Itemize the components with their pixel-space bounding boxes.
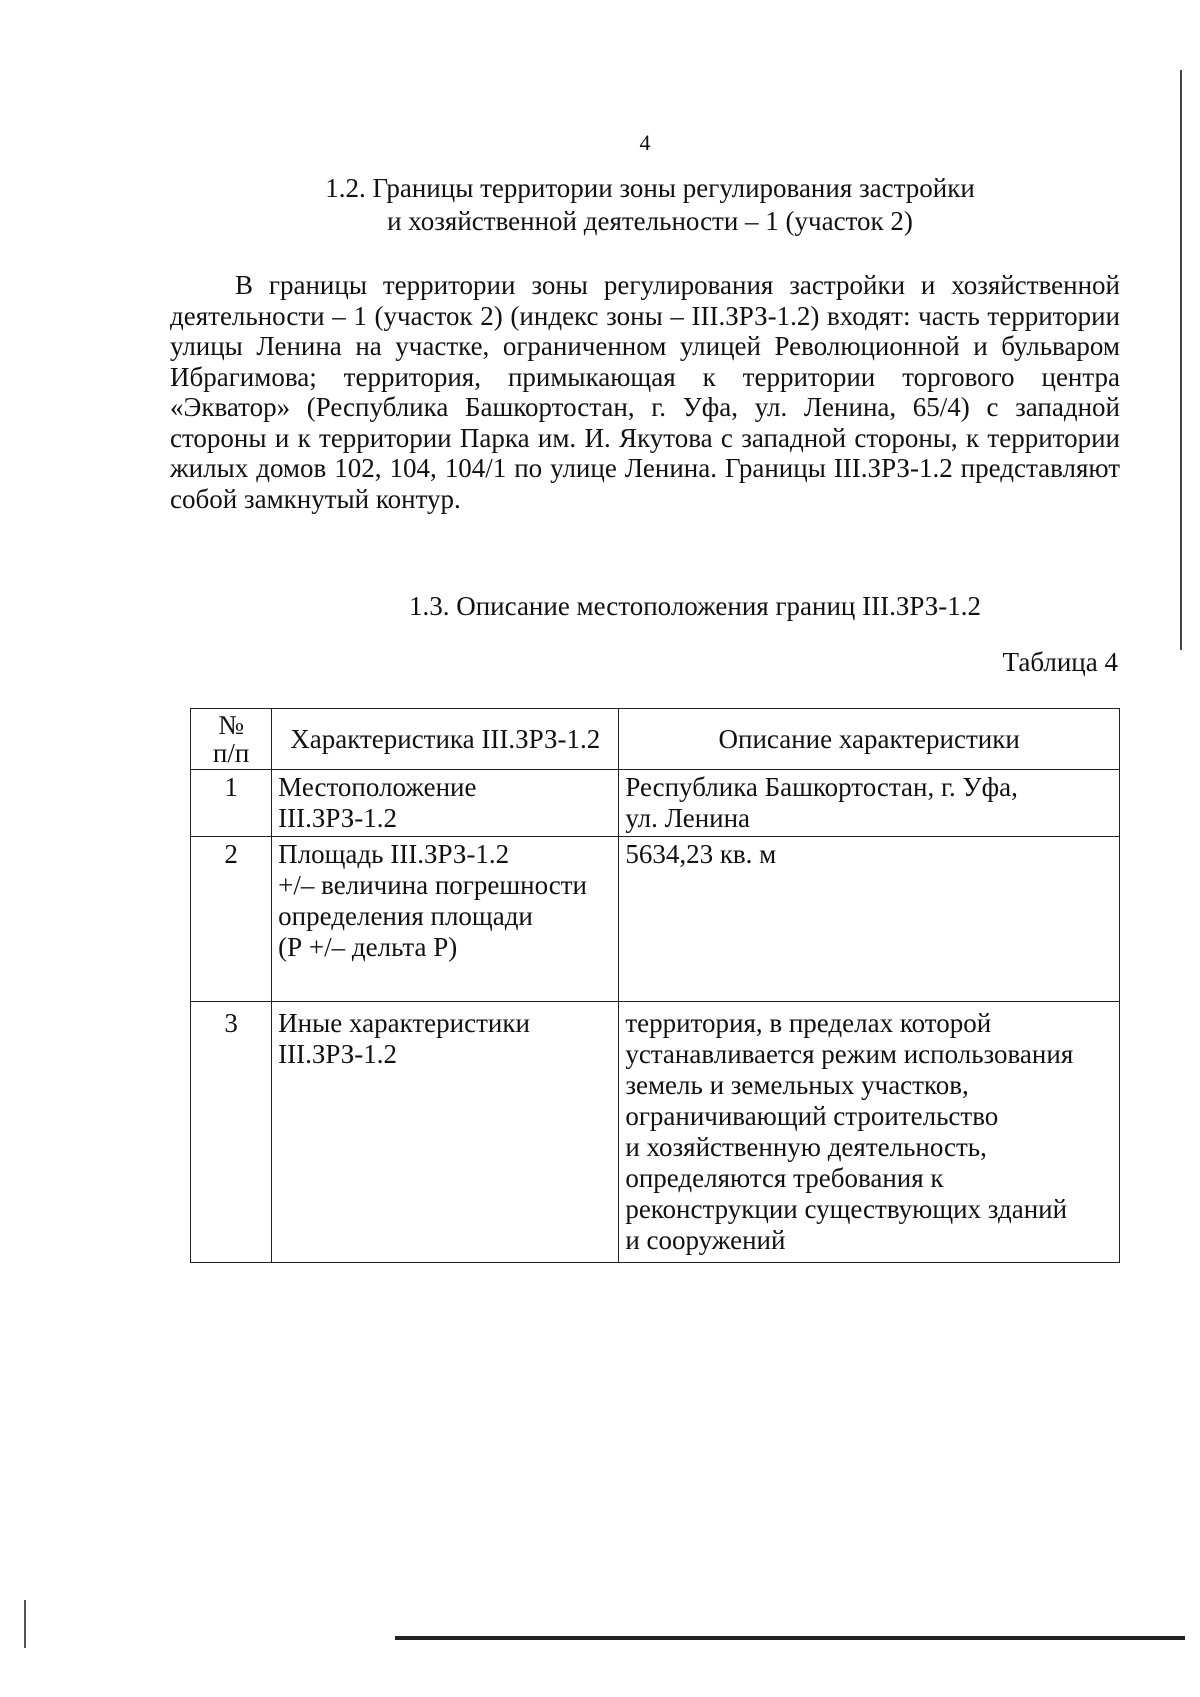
cell-line: устанавливается режим использования: [625, 1039, 1074, 1069]
table-label: Таблица 4: [1002, 647, 1118, 677]
cell-line: Площадь III.ЗРЗ-1.2: [278, 839, 510, 869]
cell-line: реконструкции существующих зданий: [625, 1194, 1068, 1224]
cell-line: определения площади: [278, 901, 533, 931]
cell-line: 5634,23 кв. м: [625, 839, 777, 869]
row-characteristic: [272, 770, 619, 837]
section-heading: [170, 172, 1130, 238]
row-num: 1: [191, 770, 272, 837]
cell-line: определяются требования к: [625, 1163, 944, 1193]
table-row: [191, 837, 1120, 1002]
cell-line: и хозяйственную деятельность,: [625, 1132, 987, 1162]
footer-rule: [395, 1636, 1185, 1640]
cell-line: (Р +/– дельта Р): [278, 932, 458, 962]
cell-line: территория, в пределах которой: [625, 1008, 992, 1038]
header-description: Описание характеристики: [619, 709, 1120, 770]
margin-line: [1180, 70, 1182, 650]
header-characteristic: Характеристика III.ЗРЗ-1.2: [272, 709, 619, 770]
cell-line: III.ЗРЗ-1.2: [278, 1039, 398, 1069]
cell-line: ул. Ленина: [625, 803, 751, 833]
row-num: 3: [191, 1002, 272, 1263]
table-header-row: [191, 709, 1120, 770]
subsection-heading: 1.3. Описание местоположения границ III.ЗРЗ-1.2: [408, 591, 981, 621]
row-characteristic: [272, 1002, 619, 1263]
row-num: 2: [191, 837, 272, 1002]
row-description: [619, 1002, 1120, 1263]
header-num-line-1: №: [218, 710, 244, 740]
row-description: [619, 770, 1120, 837]
cell-line: и сооружений: [625, 1225, 786, 1255]
characteristics-table: [190, 708, 1120, 1263]
scan-margin-mark: [24, 1600, 26, 1648]
cell-line: земель и земельных участков,: [625, 1070, 969, 1100]
table-row: [191, 770, 1120, 837]
row-characteristic: [272, 837, 619, 1002]
cell-line: +/– величина погрешности: [278, 870, 588, 900]
header-num-line-2: п/п: [212, 738, 250, 768]
section-heading-line-2: и хозяйственной деятельности – 1 (участок 2): [387, 206, 913, 236]
cell-line: Республика Башкортостан, г. Уфа,: [625, 772, 1018, 802]
cell-line: III.ЗРЗ-1.2: [278, 803, 398, 833]
page-number: 4: [639, 130, 651, 155]
row-description: [619, 837, 1120, 1002]
cell-line: ограничивающий строительство: [625, 1101, 999, 1131]
cell-line: Местоположение: [278, 772, 477, 802]
body-paragraph: В границы территории зоны регулирования застройки и хозяйственной деятельности – 1 (участок 2) (индекс зоны – III.ЗРЗ-1.2) входят: часть территории улицы Ленина на участке, ограниченном улицей Революционной и бульваром Ибрагимова; территория, примыкающая к территории торгового центра «Экватор» (Республика Башкортостан, г. Уфа, ул. Ленина, 65/4) с западной стороны и к территории Парка им. И. Якутова с западной стороны, к территории жилых домов 102, 104, 104/1 по улице Ленина. Границы III.ЗРЗ-1.2 представляют собой замкнутый контур.: [170, 270, 1120, 514]
section-heading-line-1: 1.2. Границы территории зоны регулирования застройки: [325, 173, 975, 203]
header-num: [191, 709, 272, 770]
table-row: [191, 1002, 1120, 1263]
cell-line: Иные характеристики: [278, 1008, 530, 1038]
